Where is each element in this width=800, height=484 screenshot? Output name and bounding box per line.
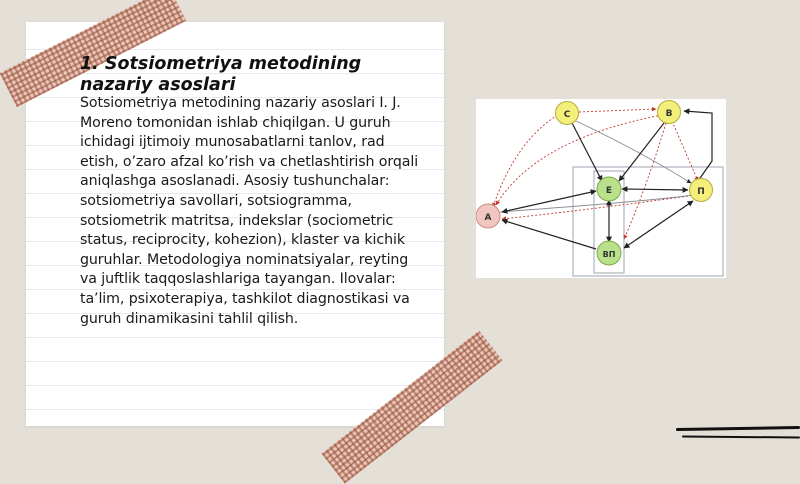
node-c [556,102,579,125]
sociogram-diagram [476,99,726,278]
node-c-label: C [563,110,571,120]
node-p-label: П [697,187,705,197]
node-bp [597,241,621,265]
node-b-label: B [665,109,673,119]
node-b [658,101,681,124]
node-e-label: E [605,186,613,196]
node-p [690,179,713,202]
sociogram-svg [476,99,726,278]
decorative-line-1 [676,426,800,431]
decorative-line-2 [682,435,800,438]
slide-title: 1. Sotsiometriya metodining nazariy asoslari [80,54,362,95]
rejection-edges [493,109,698,239]
node-a-label: A [484,213,492,223]
node-e [597,177,621,201]
slide-body-text: Sotsiometriya metodining nazariy asoslari I. J. Moreno tomonidan ishlab chiqilgan. U guruh ichidagi ijtimoiy munosabatlarni tanlov, rad etish, o’zaro afzal ko’rish va chetlashtirish orqali aniqlashga asoslanadi. Asosiy tushunchalar: sotsiometriya savollari, sotsiogramma, sotsiometrik matritsa, indekslar (sociometric status, reciprocity, kohezion), klaster va kichik guruhlar. Metodologiya nominatsiyalar, reyting va juftlik taqqoslashlariga tayangan. Ilovalar: ta’lim, psixoterapiya, tashkilot diagnostikasi va guruh dinamikasini tahlil qilish. [80,95,419,327]
node-bp-label: ВП [602,250,616,259]
node-a [476,204,500,228]
